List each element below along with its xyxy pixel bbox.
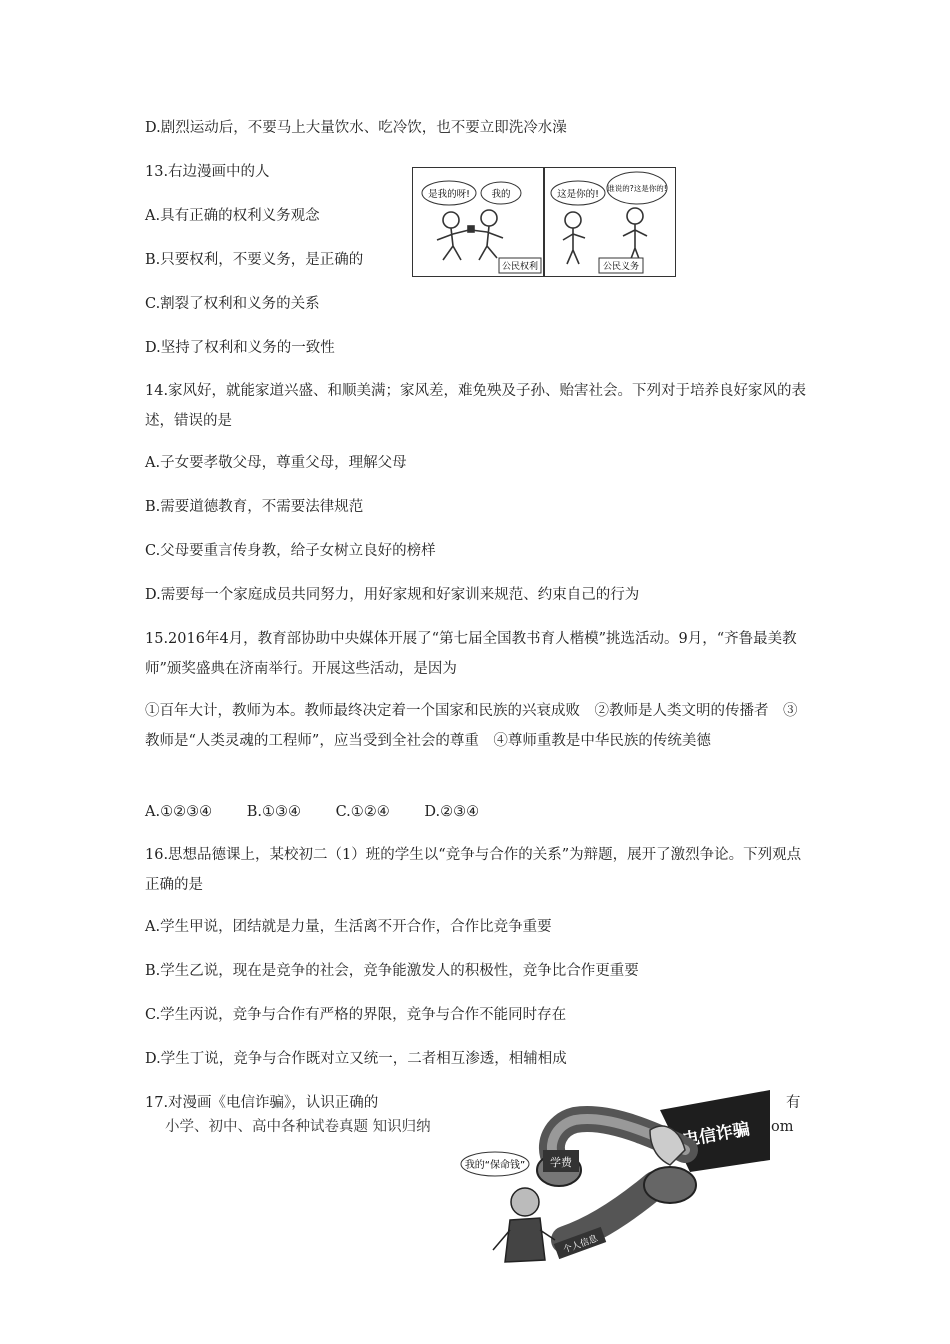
q15-option-a: A.①②③④ bbox=[145, 804, 213, 820]
right-caption: 公民义务 bbox=[602, 262, 640, 272]
q14-option-d: D.需要每一个家庭成员共同努力，用好家规和好家训来规范、约束自己的行为 bbox=[145, 587, 640, 603]
footer-watermark-text: 小学、初中、高中各种试卷真题 知识归纳 bbox=[165, 1119, 431, 1135]
q14-option-a: A.子女要孝敬父母，尊重父母，理解父母 bbox=[145, 455, 407, 471]
q16-stem: 16.思想品德课上，某校初二（1）班的学生以“竞争与合作的关系”为辩题，展开了激烈争论。下列观点正确的是 bbox=[145, 847, 802, 893]
q15-option-b: B.①③④ bbox=[246, 804, 301, 820]
q16-option-d: D.学生丁说，竞争与合作既对立又统一，二者相互渗透，相辅相成 bbox=[145, 1051, 567, 1067]
left-bubble-2: 我的 bbox=[491, 189, 511, 200]
rights-duties-comic bbox=[412, 167, 676, 277]
q15-options bbox=[145, 802, 509, 822]
q16-option-c: C.学生丙说，竞争与合作有严格的界限，竞争与合作不能同时存在 bbox=[145, 1007, 567, 1023]
q13-option-a: A.具有正确的权利义务观念 bbox=[145, 208, 320, 224]
q15-option-c: C.①②④ bbox=[335, 804, 390, 820]
footer-tail: om bbox=[771, 1119, 794, 1135]
q16-option-a: A.学生甲说，团结就是力量，生活离不开合作，合作比竞争重要 bbox=[145, 919, 552, 935]
people-refusing-icon bbox=[563, 208, 647, 264]
personal-info-tag: 个人信息 bbox=[562, 1234, 600, 1256]
q17-stem: 17.对漫画《电信诈骗》，认识正确的 bbox=[145, 1095, 379, 1111]
q15-stem: 15.2016年4月，教育部协助中央媒体开展了“第七届全国教书育人楷模”挑选活动。9月，“齐鲁最美教师”颁奖盛典在济南举行。开展这些活动，是因为 bbox=[145, 631, 797, 677]
people-grabbing-icon bbox=[437, 210, 503, 260]
save-money-tag: 我的“保命钱” bbox=[464, 1160, 526, 1171]
right-bubble-1: 这是你的! bbox=[557, 189, 599, 200]
q13-option-c: C.割裂了权利和义务的关系 bbox=[145, 296, 320, 312]
q13-stem: 13.右边漫画中的人 bbox=[145, 164, 270, 180]
fraud-banner-label: 电信诈骗 bbox=[680, 1119, 752, 1151]
q14-option-c: C.父母要重言传身教，给子女树立良好的榜样 bbox=[145, 543, 436, 559]
left-bubble-1: 是我的呀! bbox=[428, 189, 470, 200]
tuition-tag: 学费 bbox=[550, 1156, 572, 1169]
q15-statements: ①百年大计，教师为本。教师最终决定着一个国家和民族的兴衰成败 ②教师是人类文明的传播者 ③教师是“人类灵魂的工程师”，应当受到全社会的尊重 ④尊师重教是中华民族的传统美德 bbox=[145, 703, 798, 749]
right-bubble-2: 谁说的?这是你的! bbox=[607, 184, 667, 193]
left-caption: 公民权利 bbox=[501, 262, 539, 272]
q17-stem-tail: 有 bbox=[786, 1095, 801, 1111]
q12-option-d: D.剧烈运动后，不要马上大量饮水、吃冷饮，也不要立即洗冷水澡 bbox=[145, 120, 567, 136]
q13-option-b: B.只要权利，不要义务，是正确的 bbox=[145, 252, 364, 268]
victim-figure-icon bbox=[493, 1188, 555, 1262]
q16-option-b: B.学生乙说，现在是竞争的社会，竞争能激发人的积极性，竞争比合作更重要 bbox=[145, 963, 639, 979]
q13-option-d: D.坚持了权利和义务的一致性 bbox=[145, 340, 335, 356]
q14-stem: 14.家风好，就能家道兴盛、和顺美满；家风差，难免殃及子孙、贻害社会。下列对于培养良好家风的表述，错误的是 bbox=[145, 383, 807, 429]
q14-option-b: B.需要道德教育，不需要法律规范 bbox=[145, 499, 364, 515]
q15-option-d: D.②③④ bbox=[424, 804, 480, 820]
telecom-fraud-cartoon bbox=[455, 1090, 770, 1280]
